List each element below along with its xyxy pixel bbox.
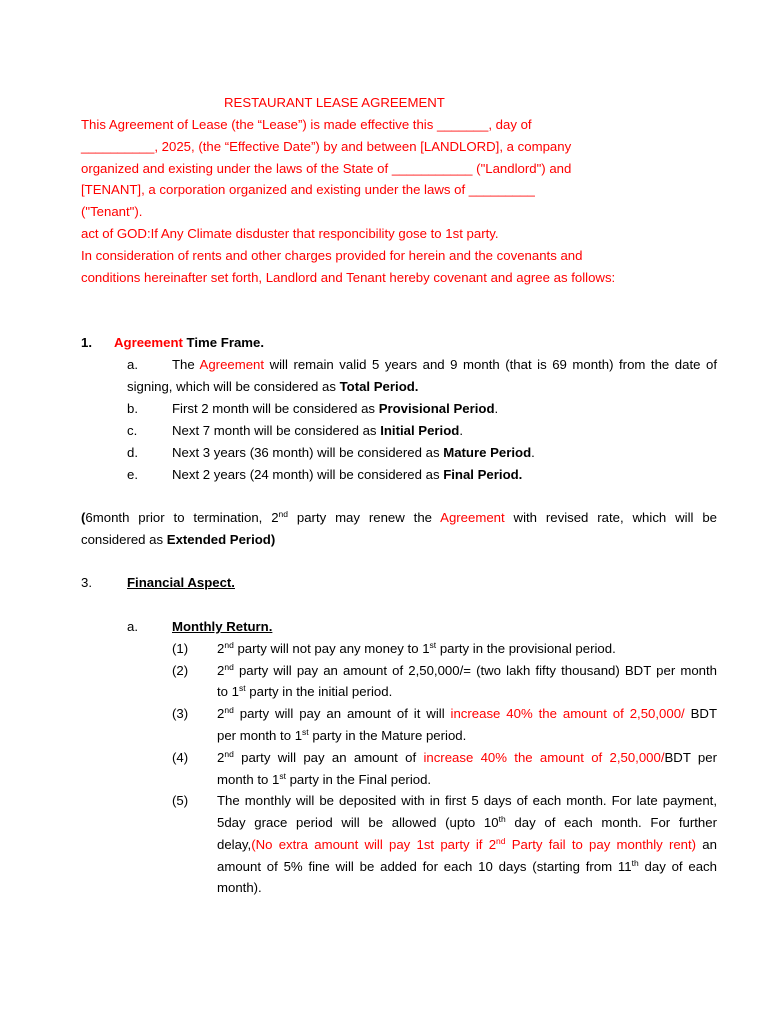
- i5-red-1: (No extra amount will pay 1st party if 2: [251, 837, 497, 852]
- item-a-text-2: will remain valid 5 years and 9 month (that is 69 month) from the date of: [264, 357, 717, 372]
- item-c-end: .: [459, 423, 463, 438]
- final-period-term: Final Period.: [443, 467, 523, 482]
- intro-line-8: conditions hereinafter set forth, Landlord and Tenant hereby covenant and agree as follows:: [81, 270, 616, 285]
- i4-b: party will pay an amount of: [233, 750, 424, 765]
- i1-a: 2: [217, 641, 225, 656]
- section-3-number: 3.: [81, 575, 92, 590]
- extended-period-line-1: [81, 509, 717, 527]
- item-a-label: a.: [127, 357, 138, 372]
- document-title: RESTAURANT LEASE AGREEMENT: [224, 95, 445, 110]
- i3-a: 2: [217, 706, 225, 721]
- item-4-line-2: [217, 771, 431, 789]
- i4-sup2: st: [279, 771, 286, 781]
- item-c-label: c.: [127, 423, 138, 438]
- i5-l4sup: th: [631, 858, 639, 868]
- i5-l2b: day of each month. For further: [505, 815, 717, 830]
- item-3-number: (3): [172, 706, 189, 721]
- i5-l3a: delay,: [217, 837, 252, 852]
- i1-sup2: st: [429, 640, 437, 650]
- intro-line-7: In consideration of rents and other charges provided for herein and the covenants and: [81, 248, 583, 263]
- item-c-body: Next 7 month will be considered as: [172, 423, 381, 438]
- item-c-text: [172, 422, 463, 440]
- i2-l2b: party in the initial period.: [245, 684, 393, 699]
- item-b-label: b.: [127, 401, 138, 416]
- i4-sup1: nd: [224, 749, 234, 759]
- item-5-line-5: month).: [217, 880, 262, 895]
- i4-l2a: month to 1: [217, 772, 280, 787]
- ext-agreement-red: Agreement: [440, 510, 505, 525]
- act-of-god-clause: act of GOD:If Any Climate disduster that responcibility gose to 1st party.: [81, 226, 499, 241]
- i3-l2a: per month to 1: [217, 728, 303, 743]
- item-d-text: [172, 444, 535, 462]
- item-3-line-1: [217, 705, 717, 723]
- section-1-heading-red: Agreement: [114, 335, 183, 350]
- i5-l4a: amount of 5% fine will be added for each 10 days (starting from 11: [217, 859, 632, 874]
- item-2-line-2: [217, 683, 392, 701]
- item-b-text: [172, 400, 498, 418]
- item-b-end: .: [494, 401, 499, 416]
- total-period-term: Total Period.: [339, 379, 419, 394]
- provisional-period-term: Provisional Period: [378, 401, 495, 416]
- ext-six: 6: [85, 510, 93, 525]
- item-2-line-1: [217, 662, 717, 680]
- i4-l2b: party in the Final period.: [285, 772, 432, 787]
- item-a-text-3: signing, which will be considered as: [127, 379, 340, 394]
- ext-text-2: party may renew the: [288, 510, 441, 525]
- monthly-return-heading: Monthly Return.: [172, 619, 273, 634]
- item-a-text-1: The: [172, 357, 200, 372]
- i3-l2b: party in the Mature period.: [308, 728, 467, 743]
- item-d-end: .: [531, 445, 535, 460]
- i5-l2a: 5day grace period will be allowed (upto 10: [217, 815, 499, 830]
- item-d-body: Next 3 years (36 month) will be considered as: [172, 445, 444, 460]
- intro-line-5: ("Tenant").: [81, 204, 143, 219]
- item-5-line-4: [217, 858, 717, 876]
- ext-text-4: considered as: [81, 532, 167, 547]
- i4-c: BDT per: [664, 750, 717, 765]
- intro-line-4: [TENANT], a corporation organized and existing under the laws of _________: [81, 182, 535, 197]
- item-1-text: [217, 640, 616, 658]
- i3-increase-red: increase 40% the amount of 2,50,000/: [450, 706, 685, 721]
- section-1-number: 1.: [81, 335, 92, 350]
- intro-line-3: organized and existing under the laws of the State of ___________ ("Landlord") and: [81, 161, 572, 176]
- item-a-line-1: [172, 356, 717, 374]
- i2-b: party will pay an amount of 2,50,000/= (two lakh fifty thousand) BDT per month: [233, 663, 717, 678]
- item-d-label: d.: [127, 445, 138, 460]
- i2-sup1: nd: [224, 662, 234, 672]
- intro-line-2: __________, 2025, (the “Effective Date”) by and between [LANDLORD], a company: [81, 139, 572, 154]
- ext-text-3: with revised rate, which will be: [504, 510, 717, 525]
- intro-line-1: This Agreement of Lease (the “Lease”) is made effective this _______, day of: [81, 117, 532, 132]
- item-4-line-1: [217, 749, 717, 767]
- item-1-number: (1): [172, 641, 189, 656]
- i2-l2a: to 1: [217, 684, 239, 699]
- item-5-line-3: [217, 836, 717, 854]
- i1-c: party in the provisional period.: [436, 641, 616, 656]
- item-e-body: Next 2 years (24 month) will be considered as: [172, 467, 444, 482]
- item-a-agreement-red: Agreement: [199, 357, 265, 372]
- item-e-label: e.: [127, 467, 138, 482]
- section-1-heading: [114, 334, 264, 352]
- i5-l2sup: th: [498, 814, 506, 824]
- ext-text-1: month prior to termination, 2: [92, 510, 279, 525]
- i4-a: 2: [217, 750, 225, 765]
- item-b-body: First 2 month will be considered as: [172, 401, 379, 416]
- extended-period-term: Extended Period): [166, 532, 276, 547]
- subsection-a-label: a.: [127, 619, 138, 634]
- i2-a: 2: [217, 663, 225, 678]
- initial-period-term: Initial Period: [380, 423, 460, 438]
- i4-increase-red: increase 40% the amount of 2,50,000/: [423, 750, 665, 765]
- item-2-number: (2): [172, 663, 189, 678]
- i5-l3b: an: [696, 837, 717, 852]
- ext-sup: nd: [278, 509, 288, 519]
- item-a-line-2: [127, 378, 418, 396]
- item-5-number: (5): [172, 793, 189, 808]
- i5-red-sup: nd: [496, 836, 506, 846]
- item-5-line-2: [217, 814, 717, 832]
- extended-period-line-2: [81, 531, 275, 549]
- section-1-heading-rest: Time Frame.: [182, 335, 265, 350]
- ext-open-paren: (: [81, 510, 86, 525]
- item-e-text: [172, 466, 522, 484]
- i3-b: party will pay an amount of it will: [233, 706, 451, 721]
- item-3-line-2: [217, 727, 466, 745]
- section-3-heading: Financial Aspect.: [127, 575, 235, 590]
- mature-period-term: Mature Period: [443, 445, 532, 460]
- i1-sup1: nd: [224, 640, 234, 650]
- item-4-number: (4): [172, 750, 189, 765]
- i3-sup1: nd: [224, 705, 234, 715]
- i5-l4b: day of each: [638, 859, 717, 874]
- i2-sup2: st: [239, 683, 246, 693]
- i5-red-2: Party fail to pay monthly rent): [505, 837, 697, 852]
- i3-c: BDT: [684, 706, 717, 721]
- i3-sup2: st: [302, 727, 309, 737]
- i1-b: party will not pay any money to 1: [233, 641, 430, 656]
- item-5-line-1: The monthly will be deposited with in first 5 days of each month. For late payment,: [217, 793, 717, 808]
